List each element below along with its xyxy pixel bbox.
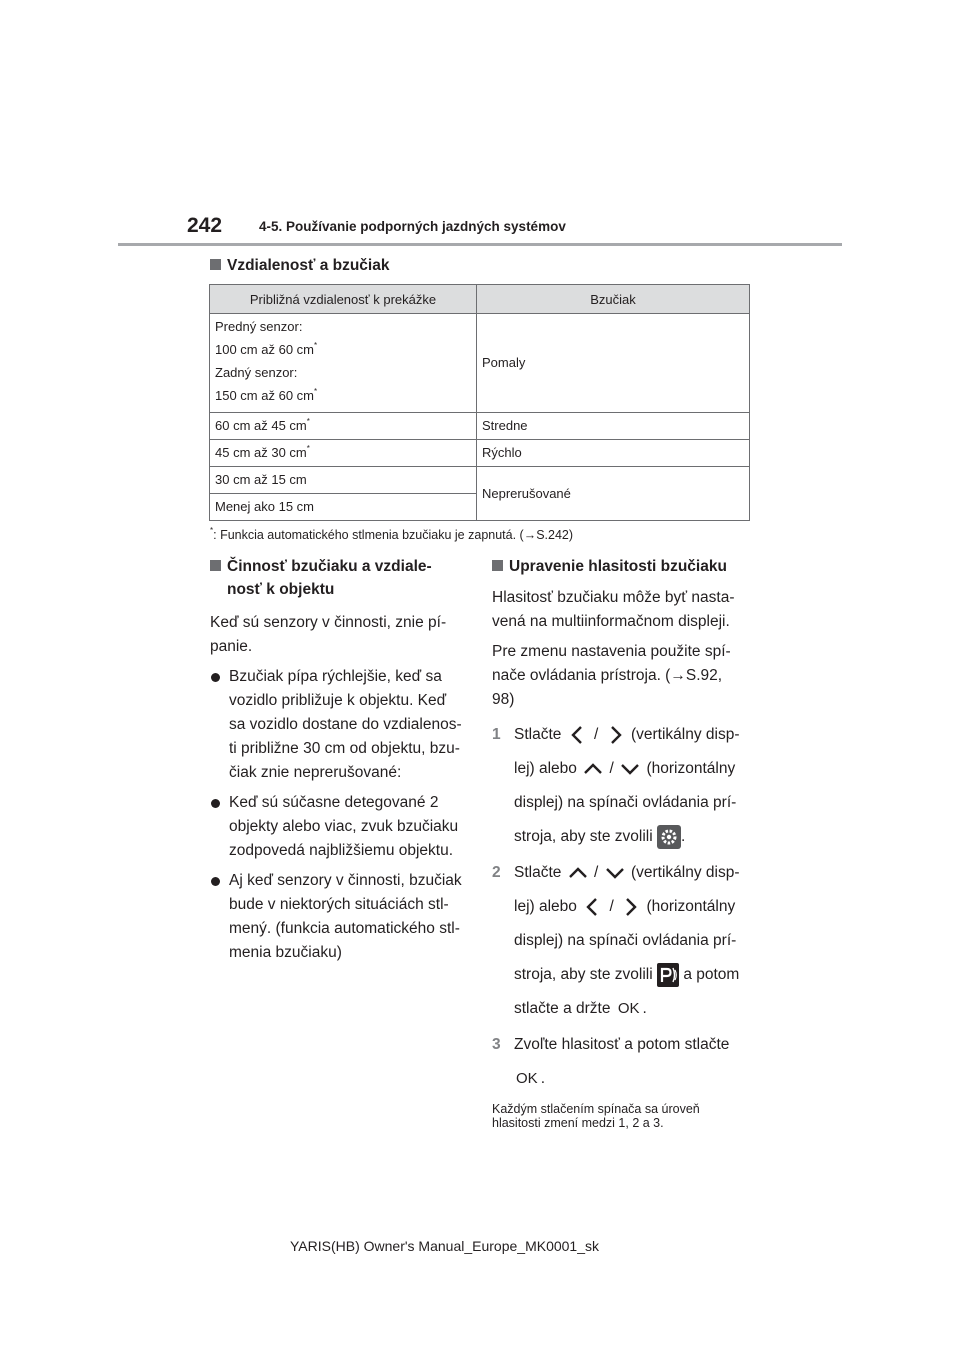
chevron-down-icon xyxy=(603,861,627,885)
chevron-left-icon xyxy=(581,895,605,919)
table-cell-buzzer: Pomaly xyxy=(477,314,750,413)
step-2: 2 Stlačte / (vertikálny disp- lej) alebo / (horizontálny displej) na spínači ovládania prí- stroja, aby ste zvolili a potom stlačte a držte OK . xyxy=(492,856,754,1026)
arrow-icon: → xyxy=(523,528,537,542)
bullet-dot-icon xyxy=(211,877,220,886)
square-bullet-icon xyxy=(492,560,503,571)
table-cell-buzzer: Neprerušované xyxy=(477,467,750,521)
section-heading-volume: Upravenie hlasitosti bzučiaku xyxy=(492,555,754,578)
chevron-right-icon xyxy=(618,895,642,919)
chapter-title: 4-5. Používanie podporných jazdných systémov xyxy=(259,219,566,234)
header-rule xyxy=(118,243,842,246)
table-cell-distance: 30 cm až 15 cm xyxy=(210,467,477,494)
intro-line: Keď sú senzory v činnosti, znie pí- xyxy=(210,614,447,631)
ok-button-icon: OK xyxy=(617,1000,640,1017)
table-header-buzzer: Bzučiak xyxy=(477,285,750,314)
chevron-right-icon xyxy=(603,723,627,747)
table-cell-distance: 45 cm až 30 cm* xyxy=(210,440,477,467)
table-cell-buzzer: Rýchlo xyxy=(477,440,750,467)
table-row xyxy=(210,413,750,440)
table-cell-distance: 60 cm až 45 cm* xyxy=(210,413,477,440)
table-footnote: *: Funkcia automatického stlmenia bzučiaku je zapnutá. (→S.242) xyxy=(210,526,574,542)
list-item: Keď sú súčasne detegované 2 objekty alebo viac, zvuk bzučiaku zodpovedá najbližšiemu objektu. xyxy=(210,791,470,863)
section-heading-distance: Vzdialenosť a bzučiak xyxy=(210,254,389,277)
ok-button-icon: OK xyxy=(516,1070,538,1088)
square-bullet-icon xyxy=(210,560,221,571)
arrow-icon: → xyxy=(670,667,686,684)
list-item: Aj keď senzory v činnosti, bzučiak bude v niektorých situáciách stl- mený. (funkcia automatického stl- menia bzučiaku) xyxy=(210,869,470,965)
parking-sensor-icon xyxy=(657,963,679,987)
intro-line: panie. xyxy=(210,638,253,655)
page-footer: YARIS(HB) Owner's Manual_Europe_MK0001_sk xyxy=(290,1238,599,1254)
step-3: 3 Zvoľte hlasitosť a potom stlačte OK . xyxy=(492,1028,754,1096)
step-1: 1 Stlačte / (vertikálny disp- lej) alebo / (horizontálny displej) na spínači ovládania prí- stroja, aby ste zvolili . xyxy=(492,718,754,854)
right-column: Upravenie hlasitosti bzučiaku Hlasitosť bzučiaku môže byť nasta- vená na multiinformačnom displeji. Pre zmenu nastavenia použite spí- nače ovládania prístroja. (→S.92, 98) 1 Stlačte / (vertikálny disp- lej) alebo / (horizontálny displej) na spínači ovládania prí- stroja, aby ste zvolili . 2 Stlačte / (vertikálny disp- lej) alebo / (horizontálny displej) na spínači ovládania prí- stroja, aby ste zvolili a potom stlačte a držte OK . 3 Zvoľte hlasitosť a potom stlačte OK . Každým stlačením spínača sa úroveň hlasitosti zmení medzi 1, 2 a 3. xyxy=(492,555,754,1130)
table-row xyxy=(210,440,750,467)
chevron-left-icon xyxy=(566,723,590,747)
page-number: 242 xyxy=(187,214,223,237)
table-row xyxy=(210,314,750,413)
chevron-up-icon xyxy=(566,861,590,885)
table-cell-buzzer: Stredne xyxy=(477,413,750,440)
table-cell-distance: Predný senzor: 100 cm až 60 cm* Zadný senzor: 150 cm až 60 cm* xyxy=(210,314,477,413)
distance-buzzer-table xyxy=(209,284,750,521)
section-heading-buzzer-distance: Činnosť bzučiaku a vzdiale- nosť k objektu xyxy=(210,555,470,601)
chevron-down-icon xyxy=(618,757,642,781)
table-cell-distance: Menej ako 15 cm xyxy=(210,494,477,521)
left-column xyxy=(210,555,470,965)
bullet-dot-icon xyxy=(211,673,220,682)
square-bullet-icon xyxy=(210,259,221,270)
settings-gear-icon xyxy=(657,825,681,849)
chevron-up-icon xyxy=(581,757,605,781)
volume-note: Každým stlačením spínača sa úroveň hlasitosti zmení medzi 1, 2 a 3. xyxy=(492,1102,700,1131)
bullet-dot-icon xyxy=(211,799,220,808)
list-item: Bzučiak pípa rýchlejšie, keď sa vozidlo približuje k objektu. Keď sa vozidlo dostane do vzdialenos- ti približne 30 cm od objektu, bzu- čiak znie neprerušované: xyxy=(210,665,470,785)
table-header-distance: Približná vzdialenosť k prekážke xyxy=(210,285,477,314)
table-row xyxy=(210,467,750,494)
